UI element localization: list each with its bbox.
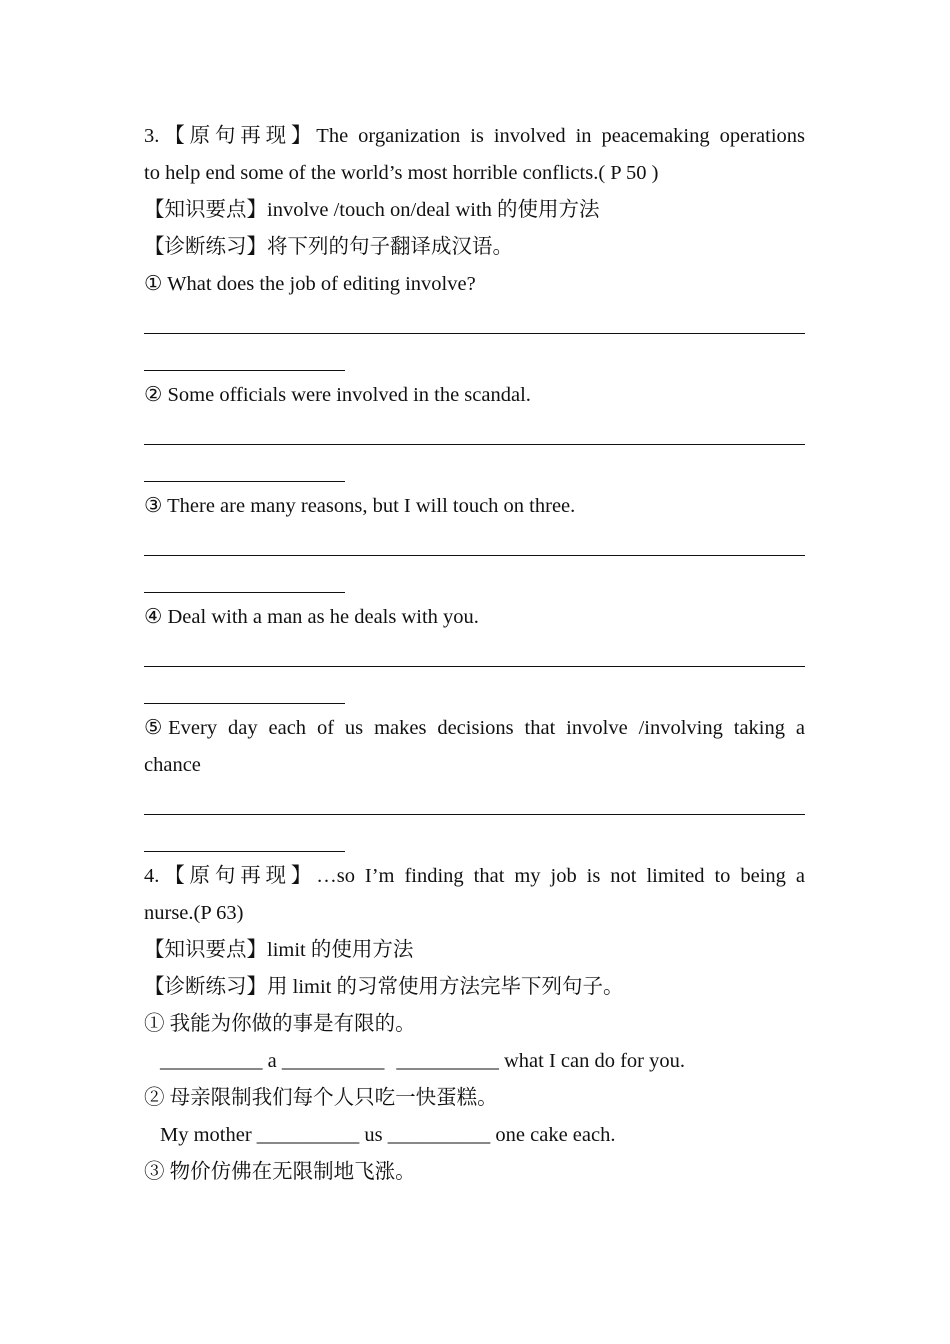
q4-item-3-chinese: ③ 物价仿佛在无限制地飞涨。	[144, 1161, 416, 1183]
answer-line-short[interactable]	[144, 340, 805, 377]
q4-practice-instruction: 【诊断练习】用 limit 的习常使用方法完毕下列句子。	[144, 976, 624, 998]
sentence-fragment: a	[262, 1050, 282, 1072]
q4-item-2-chinese: ② 母亲限制我们每个人只吃一快蛋糕。	[144, 1087, 498, 1109]
fill-blank[interactable]: __________	[281, 1050, 385, 1072]
sentence-fragment: us	[359, 1124, 388, 1146]
q4-sentence-line2: nurse.(P 63)	[144, 902, 244, 924]
answer-line-full[interactable]	[144, 636, 805, 673]
q3-item-4: ④ Deal with a man as he deals with you.	[144, 606, 479, 628]
answer-line-short[interactable]	[144, 451, 805, 488]
q3-sentence-line1: 3.【原句再现】The organization is involved in peacemaking operations	[144, 125, 805, 147]
sentence-fragment: what I can do for you.	[498, 1050, 686, 1072]
answer-line-short[interactable]	[144, 562, 805, 599]
q3-practice-instruction: 【诊断练习】将下列的句子翻译成汉语。	[144, 236, 513, 258]
fill-blank[interactable]: __________	[387, 1124, 491, 1146]
answer-line-full[interactable]	[144, 303, 805, 340]
sentence-fragment: one cake each.	[490, 1124, 616, 1146]
q3-sentence-line2: to help end some of the world’s most horrible conflicts.( P 50 )	[144, 162, 659, 184]
q4-knowledge-point: 【知识要点】limit 的使用方法	[144, 939, 414, 961]
q3-item-2: ② Some officials were involved in the scandal.	[144, 384, 531, 406]
q3-item-1: ① What does the job of editing involve?	[144, 273, 476, 295]
q3-knowledge-point: 【知识要点】involve /touch on/deal with 的使用方法	[144, 199, 600, 221]
fill-blank[interactable]: __________	[256, 1124, 360, 1146]
worksheet-page	[144, 118, 805, 1191]
answer-line-full[interactable]	[144, 784, 805, 821]
answer-line-full[interactable]	[144, 414, 805, 451]
answer-line-full[interactable]	[144, 525, 805, 562]
answer-line-short[interactable]	[144, 821, 805, 858]
q4-sentence-line1: 4.【原句再现】…so I’m finding that my job is not limited to being a	[144, 865, 805, 887]
q3-item-3: ③ There are many reasons, but I will touch on three.	[144, 495, 576, 517]
sentence-fragment: My mother	[160, 1124, 257, 1146]
q3-item-5: ⑤Every day each of us makes decisions that involve /involving taking a	[144, 717, 805, 739]
q3-item-5-continued: chance	[144, 754, 201, 776]
fill-blank[interactable]: __________	[160, 1050, 263, 1072]
q4-item-1-english	[144, 1043, 805, 1080]
q4-item-2-english	[144, 1117, 805, 1154]
answer-line-short[interactable]	[144, 673, 805, 710]
fill-blank[interactable]: __________	[396, 1050, 499, 1072]
q4-item-1-chinese: ① 我能为你做的事是有限的。	[144, 1013, 416, 1035]
